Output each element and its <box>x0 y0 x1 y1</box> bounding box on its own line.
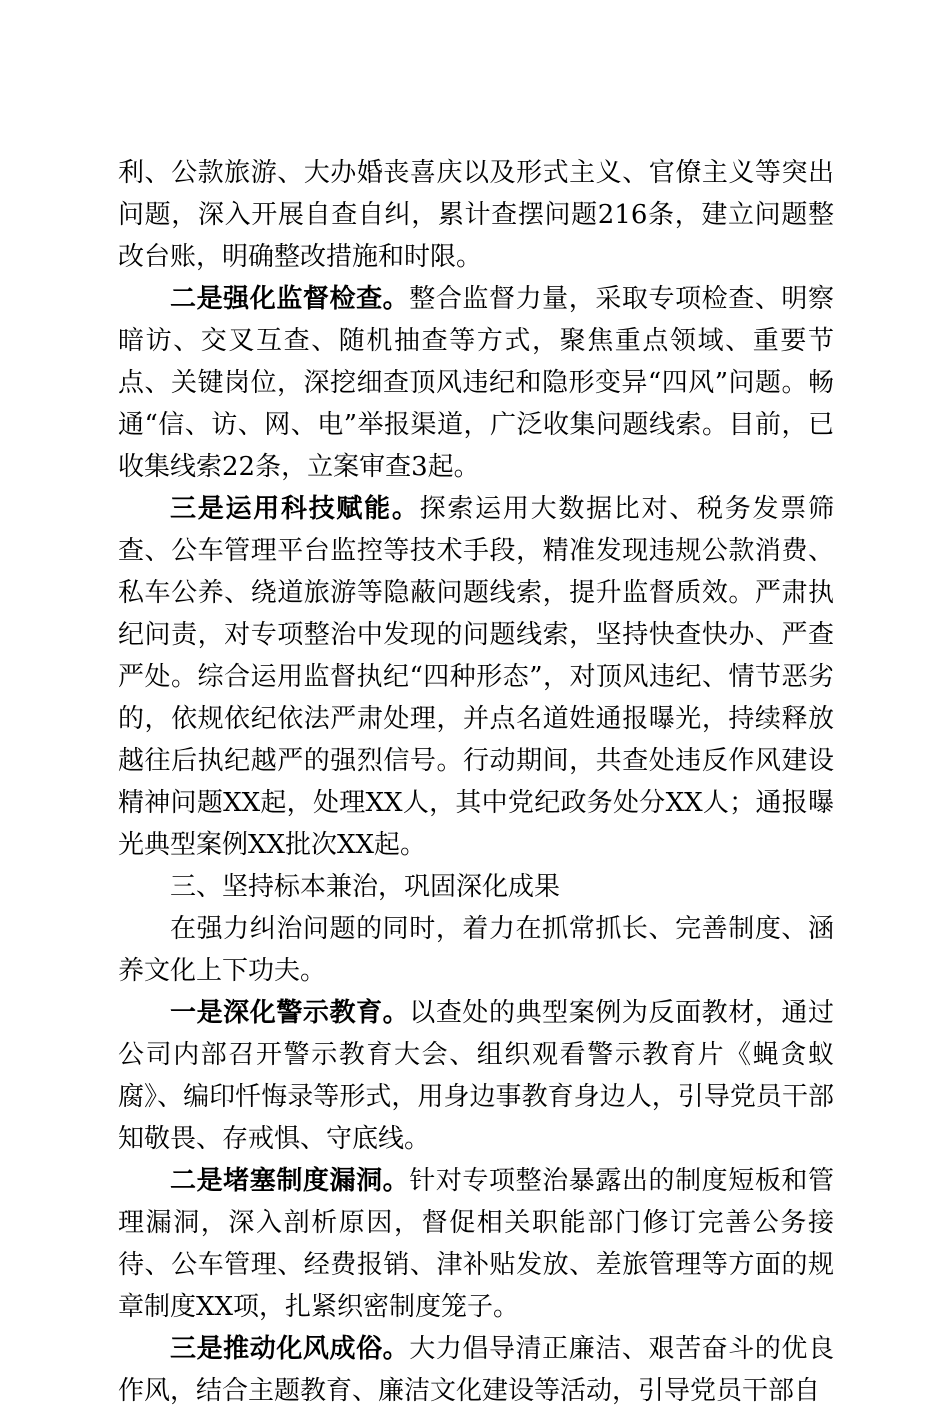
paragraph-technology <box>118 488 834 866</box>
paragraph-text: 大力倡导清正廉洁、艰苦奋斗的优良作风，结合主题教育、廉洁文化建设等活动，引导党员干部自 <box>118 1334 834 1406</box>
section-heading: 三、坚持标本兼治，巩固深化成果 <box>170 872 561 902</box>
paragraph-continuation <box>118 152 834 278</box>
paragraph-supervision-inspection <box>118 278 834 488</box>
paragraph-system-loopholes <box>118 1160 834 1328</box>
paragraph-warning-education <box>118 992 834 1160</box>
paragraph-lead: 三是运用科技赋能。 <box>170 494 420 524</box>
paragraph-text: 在强力纠治问题的同时，着力在抓常抓长、完善制度、涵养文化上下功夫。 <box>118 914 834 986</box>
paragraph-intro <box>118 908 834 992</box>
paragraph-text: 整合监督力量，采取专项检查、明察暗访、交叉互查、随机抽查等方式，聚焦重点领域、重要节点、关键岗位，深挖细查顶风违纪和隐形变异“四风”问题。畅通“信、访、网、电”举报渠道，广泛收集问题线索。目前，已收集线索22条，立案审查3起。 <box>118 284 834 482</box>
paragraph-text: 针对专项整治暴露出的制度短板和管理漏洞，深入剖析原因，督促相关职能部门修订完善公务接待、公车管理、经费报销、津补贴发放、差旅管理等方面的规章制度XX项，扎紧织密制度笼子。 <box>118 1166 834 1322</box>
paragraph-text: 利、公款旅游、大办婚丧喜庆以及形式主义、官僚主义等突出问题，深入开展自查自纠，累计查摆问题216条，建立问题整改台账，明确整改措施和时限。 <box>118 158 834 272</box>
paragraph-text: 以查处的典型案例为反面教材，通过公司内部召开警示教育大会、组织观看警示教育片《蝇贪蚁腐》、编印忏悔录等形式，用身边事教育身边人，引导党员干部知敬畏、存戒惧、守底线。 <box>118 998 834 1154</box>
paragraph-lead: 一是深化警示教育。 <box>170 998 410 1028</box>
paragraph-lead: 三是推动化风成俗。 <box>170 1334 410 1364</box>
paragraph-text: 探索运用大数据比对、税务发票筛查、公车管理平台监控等技术手段，精准发现违规公款消费、私车公养、绕道旅游等隐蔽问题线索，提升监督质效。严肃执纪问责，对专项整治中发现的问题线索，坚持快查快办、严查严处。综合运用监督执纪“四种形态”，对顶风违纪、情节恶劣的，依规依纪依法严肃处理，并点名道姓通报曝光，持续释放越往后执纪越严的强烈信号。行动期间，共查处违反作风建设精神问题XX起，处理XX人，其中党纪政务处分XX人；通报曝光典型案例XX批次XX起。 <box>118 494 834 860</box>
paragraph-culture <box>118 1328 834 1412</box>
paragraph-lead: 二是强化监督检查。 <box>170 284 410 314</box>
paragraph-lead: 二是堵塞制度漏洞。 <box>170 1166 410 1196</box>
document-body <box>118 152 834 1412</box>
